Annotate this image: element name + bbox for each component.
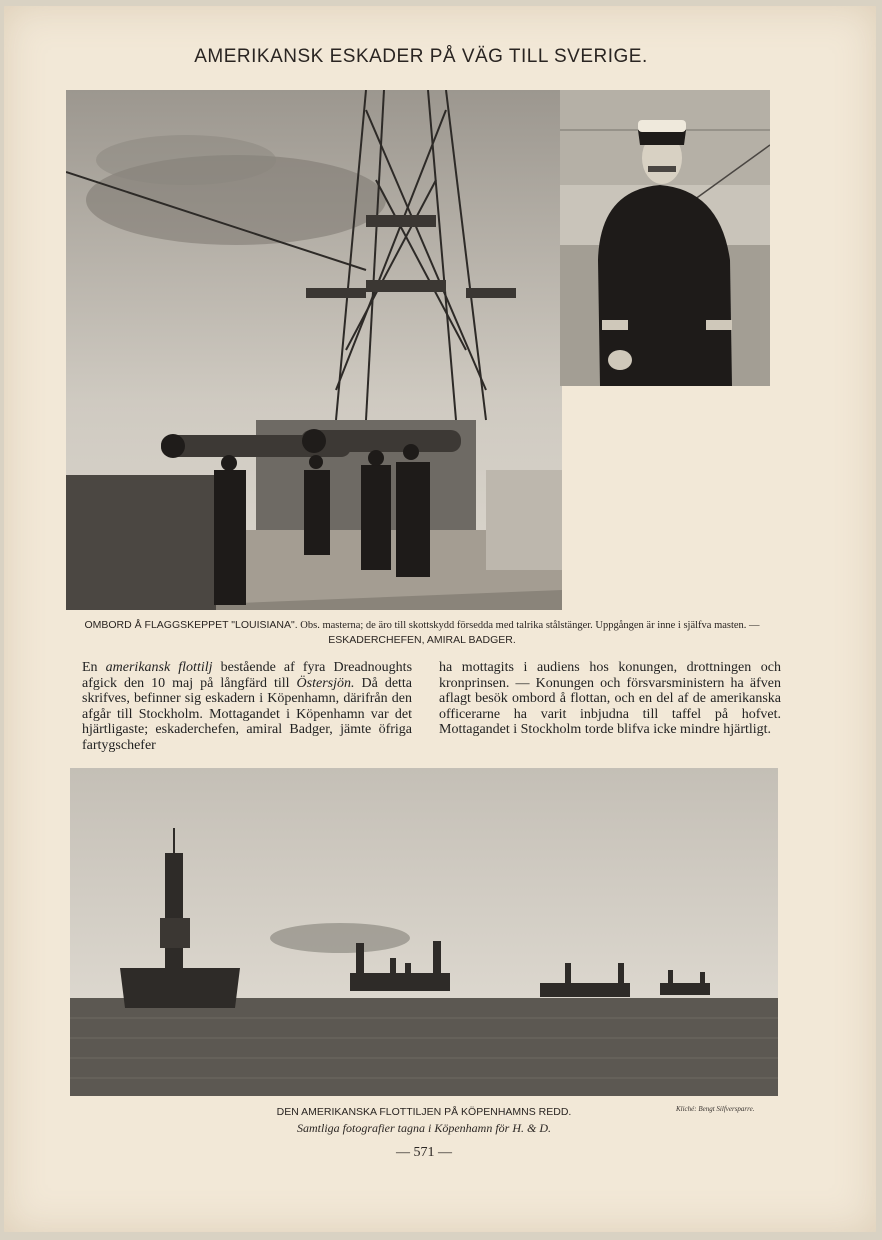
article-intro: En bbox=[82, 660, 98, 675]
page-number: — 571 — bbox=[396, 1145, 452, 1160]
bottom-photo-caption: DEN AMERIKANSKA FLOTTILJEN PÅ KÖPENHAMNS REDD. bbox=[276, 1106, 572, 1118]
article-emphasis-ostersjon: Östersjön. bbox=[296, 675, 355, 691]
article-text-2: Då detta skrifves, befinner sig eskadern i Köpenhamn, därifrån den afgår till Stockholm. Mottagandet i Köpenhamn var det hjärtligaste; eskaderchefen, amiral Badger, jämte öfriga fartygschefer bbox=[82, 675, 413, 753]
photo-credit-caption: Samtliga fotografier tagna i Köpenhamn för H. & D. bbox=[296, 1121, 551, 1135]
article-emphasis-flottilj: amerikansk flottilj bbox=[105, 660, 213, 675]
caption-text: Obs. masterna; de äro till skottskydd försedda med talrika stålstänger. Uppgången är inne i själfva masten. — bbox=[300, 620, 760, 631]
page-title: AMERIKANSK ESKADER PÅ VÄG TILL SVERIGE. bbox=[194, 46, 648, 67]
engraving-credit: Kliché: Bengt Silfversparre. bbox=[676, 1105, 755, 1113]
photo-flotilla-harbor bbox=[70, 768, 778, 1096]
magazine-page bbox=[4, 6, 876, 1232]
article-column-right bbox=[439, 660, 781, 738]
article-column-left bbox=[82, 660, 412, 753]
article-text-3: ha mottagits i audiens hos konungen, drottningen och kronprinsen. — Konungen och försvarsministern ha äfven aflagt besök ombord å flottan, och en del af de amerikanska officerarne ha varit inbjudna till taffel på hofvet. Mottagandet i Stockholm torde blifva icke mindre hjärtligt. bbox=[439, 660, 781, 737]
top-photo-caption bbox=[64, 618, 780, 648]
photo-flagship-deck bbox=[66, 90, 562, 610]
caption-label-admiral: ESKADERCHEFEN, AMIRAL BADGER. bbox=[328, 634, 516, 646]
caption-label-louisiana: OMBORD Å FLAGGSKEPPET "LOUISIANA". bbox=[84, 619, 298, 631]
article-text-1: bestående af fyra Dreadnoughts afgick den 10 maj på långfärd till bbox=[82, 660, 413, 691]
photo-admiral-portrait bbox=[560, 90, 770, 386]
